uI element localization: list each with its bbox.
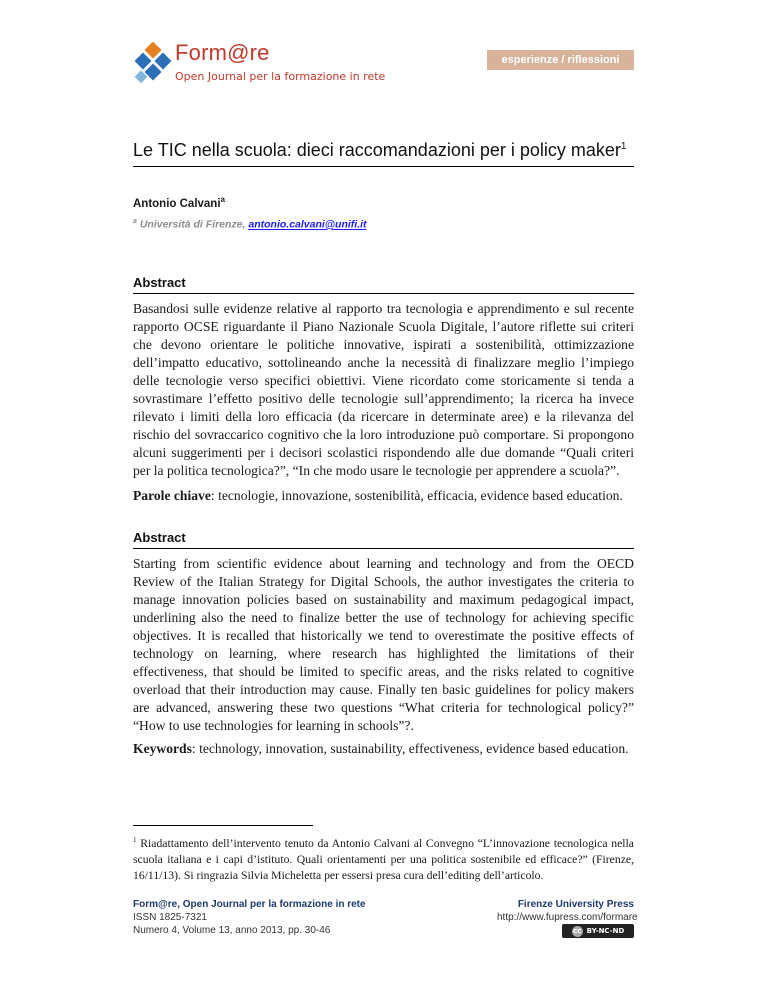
journal-logo-subtitle: Open Journal per la formazione in rete bbox=[175, 70, 386, 83]
journal-logo-icon bbox=[133, 42, 175, 84]
title-divider bbox=[133, 166, 634, 167]
journal-logo-title: Form@re bbox=[175, 40, 270, 65]
footer-journal-name: Form@re, Open Journal per la formazione in rete bbox=[133, 899, 366, 910]
footer-publisher: Firenze University Press bbox=[517, 899, 634, 910]
author-affiliation: $^a$ Università di Firenze, antonio.calvani@unifi.it bbox=[133, 218, 367, 231]
abstract-it-heading: Abstract bbox=[133, 275, 186, 290]
footer-url[interactable]: http://www.fupress.com/formare bbox=[497, 912, 638, 923]
section-tag: esperienze / riflessioni bbox=[487, 50, 634, 70]
license-badge[interactable] bbox=[562, 924, 634, 938]
license-label: BY-NC-ND bbox=[586, 927, 625, 935]
abstract-it-text: Basandosi sulle evidenze relative al rapporto tra tecnologia e apprendimento e sul recente rapporto OCSE riguardante il Piano Nazionale Scuola Digitale, l’autore riflette sui criteri che devono orientare le politiche innovative, ispirati a sostenibilità, ottimizzazione dell’impatto educativo, sottolineando anche la necessità di finalizzare meglio l’impiego delle tecnologie verso specifici obiettivi. Viene ricordato come storicamente si tenda a sovrastimare l’effetto positivo delle tecnologie sull’apprendimento; la ricerca ha invece rilevato i limiti della loro efficacia (da ricercare in determinate aree) e la rilevanza del rischio del sovraccarico cognitivo che la loro introduzione può comportare. Si propongono alcuni suggerimenti per i decisori scolastici rispondendo alle due domande “Quali criteri per la politica tecnologica?”, “In che modo usare le tecnologie per apprendere a scuola?”. bbox=[133, 301, 634, 478]
abstract-en-divider bbox=[133, 548, 634, 549]
footer-issn: ISSN 1825-7321 bbox=[133, 912, 207, 923]
footer-issue: Numero 4, Volume 13, anno 2013, pp. 30-46 bbox=[133, 925, 331, 936]
cc-icon: cc bbox=[573, 926, 582, 935]
article-title: Le TIC nella scuola: dieci raccomandazioni per i policy maker$^1$ bbox=[133, 140, 627, 160]
footnote: $^1$ Riadattamento dell’intervento tenuto da Antonio Calvani al Convegno “L’innovazione tecnologica nella scuola italiana e i capi d’istituto. Quali orientamenti per una politica sostenibile ed efficace?” (Firenze, 16/11/13). Si ringrazia Silvia Micheletta per essersi presa cura dell’editing dell’articolo. bbox=[133, 836, 634, 882]
footnote-divider bbox=[133, 825, 313, 826]
footer-journal-info bbox=[133, 898, 366, 937]
author-email-link[interactable]: antonio.calvani@unifi.it bbox=[248, 218, 367, 231]
abstract-en-keywords: Keywords: technology, innovation, sustainability, effectiveness, evidence based education. bbox=[133, 741, 629, 756]
author-name: Antonio Calvani$^a$ bbox=[133, 195, 225, 210]
title-footnote-mark: 1 bbox=[620, 141, 627, 152]
abstract-en-text: Starting from scientific evidence about learning and technology and from the OECD Review of the Italian Strategy for Digital Schools, the author investigates the criteria to manage innovation policies based on sustainability and maximum pedagogical impact, underlining also the need to finalize better the use of technology for achieving specific objectives. It is recalled that historically we tend to overestimate the positive effects of technology on learning, where research has highlighted the limitations of their effectiveness, that should be limited to specific areas, and the risks related to cognitive overload that their introduction may cause. Finally ten basic guidelines for policy makers are advanced, answering these two questions “What criteria for technological policy?” “How to use technologies for learning in schools”?. bbox=[133, 556, 634, 733]
footer-publisher-info bbox=[497, 898, 638, 924]
abstract-it-keywords: Parole chiave: tecnologie, innovazione, sostenibilità, efficacia, evidence based education. bbox=[133, 488, 623, 503]
abstract-it-divider bbox=[133, 293, 634, 294]
abstract-en-heading: Abstract bbox=[133, 530, 186, 545]
